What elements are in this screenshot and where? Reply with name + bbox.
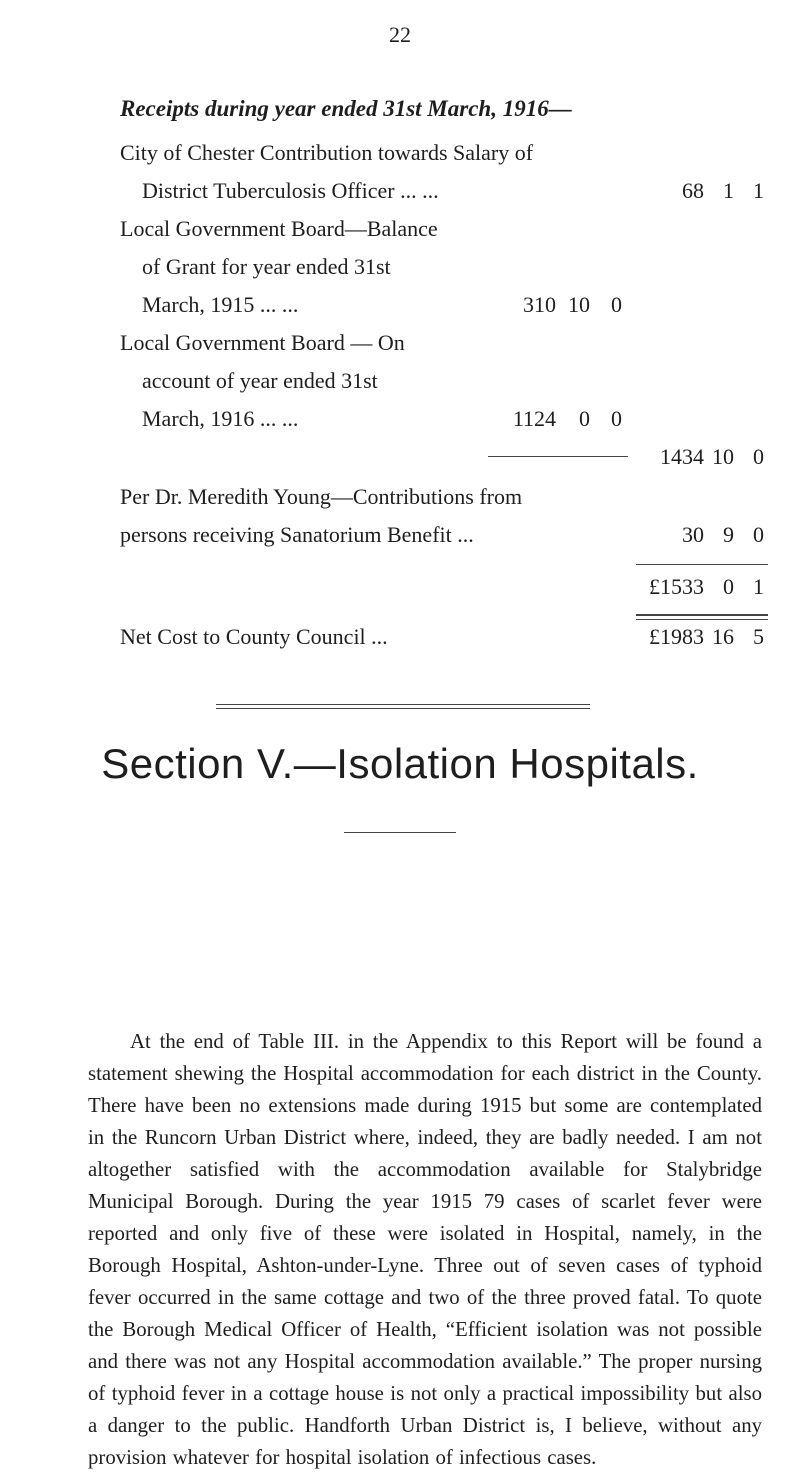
section-separator-bottom [216,708,590,709]
lgb-account-shillings: 0 [579,406,590,431]
chester-line-2: District Tuberculosis Officer ... ... [142,178,439,203]
young-pence: 0 [753,522,764,547]
lgb-total-pounds: 1434 [660,444,704,469]
net-cost-shillings: 16 [712,624,734,649]
young-pounds: 30 [682,522,704,547]
chester-pounds: 68 [682,178,704,203]
lgb-balance-line-1: Local Government Board—Balance [120,216,438,241]
chester-shillings: 1 [723,178,734,203]
chester-pence: 1 [753,178,764,203]
total-pence: 1 [753,574,764,599]
total-shillings: 0 [723,574,734,599]
lgb-account-line-2: account of year ended 31st [142,368,378,393]
lgb-account-line-3: March, 1916 ... ... [142,406,299,431]
lgb-account-pounds: 1124 [512,406,556,431]
receipts-heading: Receipts during year ended 31st March, 1916— [120,96,572,121]
net-cost-double-rule-top [636,614,768,616]
young-shillings: 9 [723,522,734,547]
chester-line-1: City of Chester Contribution towards Salary of [120,140,534,165]
lgb-total-shillings: 10 [712,444,734,469]
page-number: 22 [389,22,411,47]
net-cost-double-rule-bottom [636,619,768,620]
lgb-account-pence: 0 [611,406,622,431]
section-separator-top [216,704,590,705]
lgb-balance-pounds: 310 [523,292,556,317]
lgb-account-line-1: Local Government Board — On [120,330,405,355]
young-line-1: Per Dr. Meredith Young—Contributions from [120,484,523,509]
net-cost-label: Net Cost to County Council ... [120,624,388,649]
lgb-balance-line-3: March, 1915 ... ... [142,292,299,317]
section-title: Section V.—Isolation Hospitals. [101,740,699,787]
isolation-hospitals-paragraph: At the end of Table III. in the Appendix to this Report will be found a statement shewing the Hospital accommodation for each district in the County. There have been no extensions made during 1915 but some are contemplated in the Runcorn Urban District where, indeed, they are badly needed. I am not altogether satisfied with the accommodation available for Stalybridge Municipal Borough. During the year 1915 79 cases of scarlet fever were reported and only five of these were isolated in Hospital, namely, in the Borough Hospital, Ashton-under-Lyne. Three out of seven cases of typhoid fever occurred in the same cottage and two of the three proved fatal. To quote the Borough Medical Officer of Health, “Efficient isolation was not possible and there was not any Hospital accommodation available.” The proper nursing of typhoid fever in a cottage house is not only a practical impossibility but also a danger to the public. Handforth Urban District is, I believe, without any provision whatever for hospital isolation of infectious cases. [88,1030,762,1469]
net-cost-pounds: £1983 [649,624,704,649]
section-underline [344,832,456,833]
young-line-2: persons receiving Sanatorium Benefit ... [120,522,474,547]
lgb-balance-line-2: of Grant for year ended 31st [142,254,391,279]
total-pounds: £1533 [649,574,704,599]
lgb-total-pence: 0 [753,444,764,469]
lgb-balance-pence: 0 [611,292,622,317]
lgb-subtotal-rule [488,456,628,457]
total-rule [636,564,768,565]
net-cost-pence: 5 [753,624,764,649]
lgb-balance-shillings: 10 [568,292,590,317]
